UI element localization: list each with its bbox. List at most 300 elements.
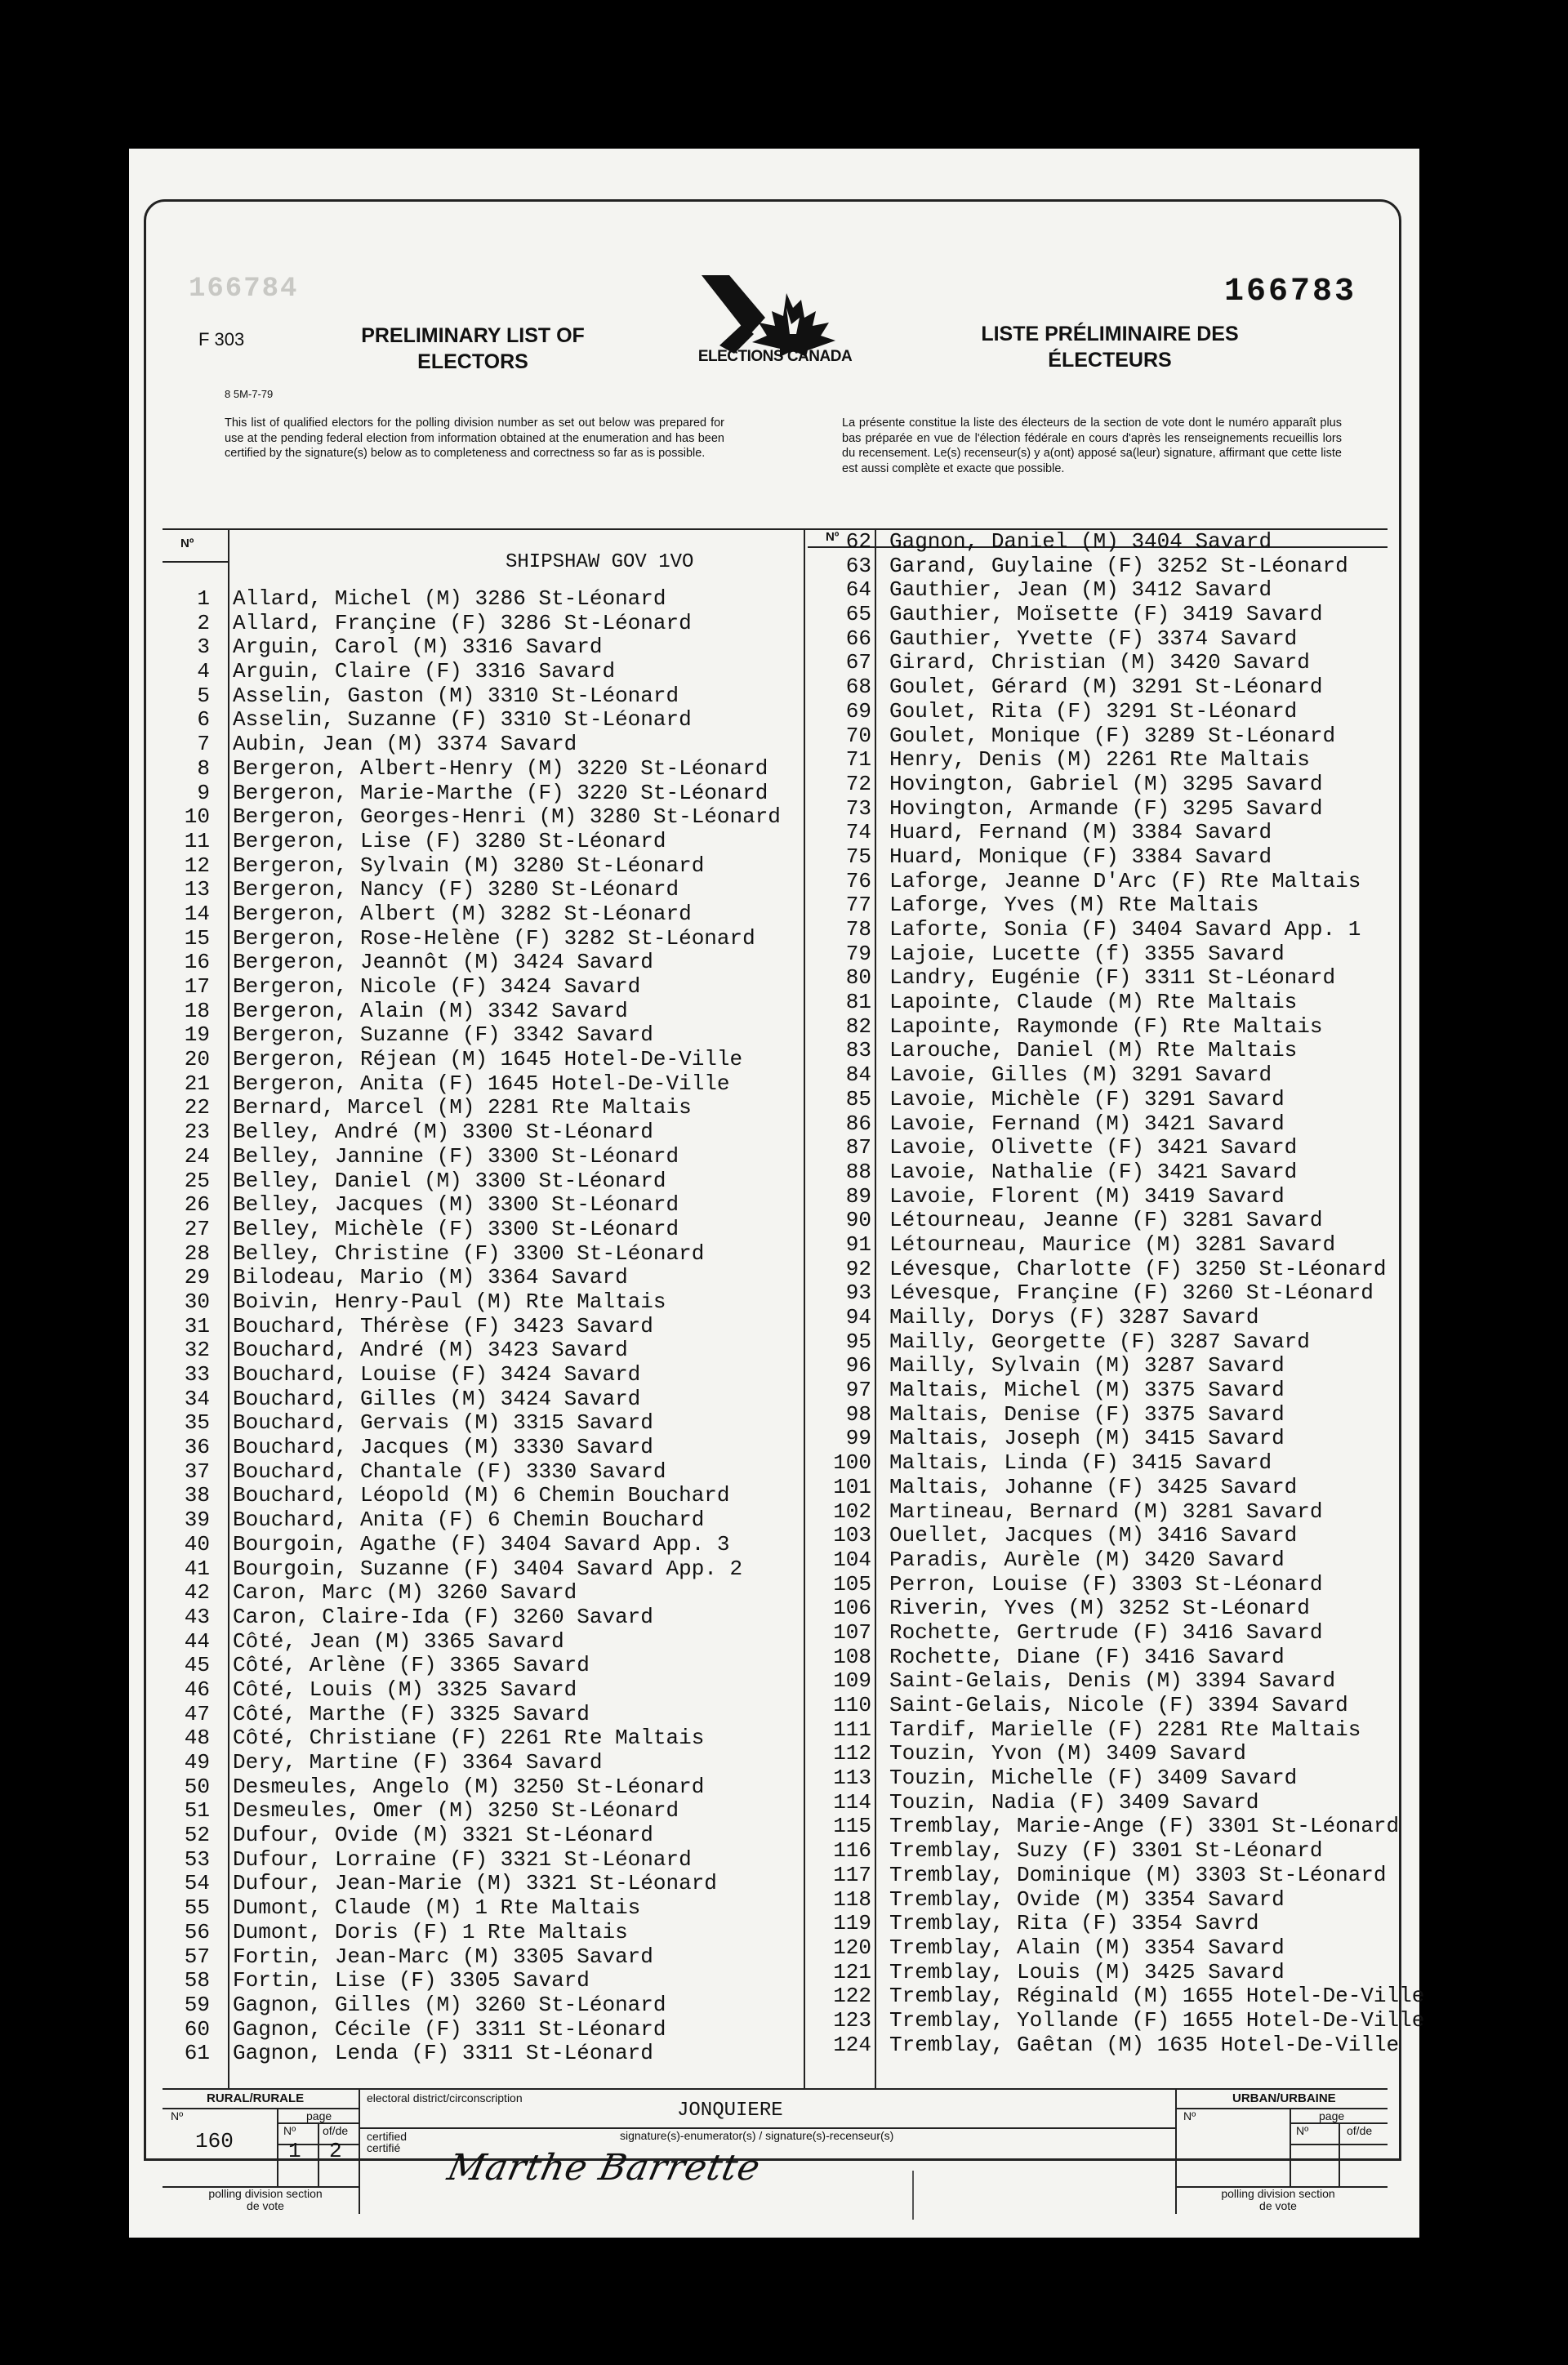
list-item: [163, 782, 800, 806]
elector-entry: Gauthier, Jean (M) 3412 Savard: [889, 577, 1272, 603]
elector-number: 122: [833, 1984, 871, 2009]
elector-number: 48: [184, 1726, 210, 1751]
list-item: [816, 530, 1388, 555]
elector-entry: Rochette, Diane (F) 3416 Savard: [889, 1644, 1285, 1669]
elector-entry: Bergeron, Albert (M) 3282 St-Léonard: [233, 901, 692, 926]
list-item: [816, 1573, 1388, 1597]
list-item: [163, 1654, 800, 1678]
elector-entry: Gagnon, Cécile (F) 3311 St-Léonard: [233, 2016, 666, 2042]
elector-entry: Gagnon, Daniel (M) 3404 Savard: [889, 529, 1272, 554]
list-item: [163, 1848, 800, 1873]
elector-entry: Létourneau, Maurice (M) 3281 Savard: [889, 1231, 1336, 1257]
elector-number: 58: [184, 1968, 210, 1993]
elector-entry: Tremblay, Gaêtan (M) 1635 Hotel-De-Ville: [889, 2032, 1400, 2057]
list-item: [816, 1281, 1388, 1306]
list-item: [163, 1872, 800, 1896]
enumerator-signature: Marthe Barrette: [443, 2147, 764, 2189]
elector-entry: Tremblay, Yollande (F) 1655 Hotel-De-Ville: [889, 2007, 1425, 2033]
rural-page-label: page: [306, 2109, 332, 2122]
list-item: [816, 1258, 1388, 1282]
list-item: [163, 1945, 800, 1970]
list-item: [816, 700, 1388, 724]
list-item: [816, 1961, 1388, 1985]
list-item: [163, 975, 800, 1000]
divider: [318, 2122, 319, 2186]
list-item: [163, 1993, 800, 2018]
elector-entry: Dufour, Lorraine (F) 3321 St-Léonard: [233, 1846, 692, 1872]
list-item: [816, 1718, 1388, 1743]
urban-label: URBAN/URBAINE: [1232, 2091, 1336, 2105]
list-item: [816, 724, 1388, 749]
elector-entry: Mailly, Sylvain (M) 3287 Savard: [889, 1353, 1285, 1378]
list-item: [816, 2007, 1425, 2033]
elector-entry: Bilodeau, Mario (M) 3364 Savard: [233, 1265, 628, 1290]
elector-number: 54: [184, 1871, 210, 1896]
elector-entry: Larouche, Daniel (M) Rte Maltais: [889, 1038, 1298, 1063]
list-item: [816, 1912, 1388, 1936]
divider: [1175, 2088, 1177, 2214]
elector-number: 52: [184, 1823, 210, 1848]
urban-of-label: of/de: [1347, 2124, 1373, 2137]
list-item: [163, 684, 800, 709]
list-item: [816, 1791, 1388, 1815]
list-item: [816, 966, 1388, 991]
elector-number: 93: [845, 1280, 871, 1306]
polling-division-label: polling division section de vote: [208, 2187, 323, 2212]
document-sheet: [129, 149, 1425, 2238]
elector-entry: Maltais, Joseph (M) 3415 Savard: [889, 1426, 1285, 1451]
elector-number: 3: [197, 635, 210, 660]
margin-mark: [912, 2171, 914, 2220]
elector-entry: Bergeron, Marie-Marthe (F) 3220 St-Léonard: [233, 780, 768, 805]
elector-number: 82: [845, 1013, 871, 1039]
elector-entry: Dumont, Claude (M) 1 Rte Maltais: [233, 1895, 641, 1921]
footer: [163, 2088, 1388, 2214]
elector-entry: Bergeron, Lise (F) 3280 St-Léonard: [233, 828, 666, 853]
elector-number: 70: [845, 723, 871, 748]
elector-entry: Arguin, Carol (M) 3316 Savard: [233, 635, 603, 660]
divider: [1175, 2108, 1388, 2109]
elector-number: 91: [845, 1231, 871, 1257]
list-item: [816, 2032, 1400, 2058]
elector-entry: Bouchard, Gilles (M) 3424 Savard: [233, 1386, 641, 1411]
elector-number: 62: [845, 529, 871, 554]
elector-entry: Lavoie, Gilles (M) 3291 Savard: [889, 1062, 1272, 1088]
elector-entry: Bernard, Marcel (M) 2281 Rte Maltais: [233, 1095, 692, 1120]
elector-number: 13: [184, 877, 210, 902]
elector-entry: Bergeron, Nicole (F) 3424 Savard: [233, 974, 641, 999]
elector-number: 53: [184, 1846, 210, 1872]
elector-entry: Laforge, Yves (M) Rte Maltais: [889, 893, 1259, 918]
list-item: [163, 1703, 800, 1727]
signature-label: signature(s)-enumerator(s) / signature(s)-recenseur(s): [620, 2129, 894, 2142]
elector-number: 99: [845, 1426, 871, 1451]
list-item: [816, 1476, 1388, 1500]
elector-number: 65: [845, 602, 871, 627]
elector-number: 44: [184, 1628, 210, 1654]
elector-number: 96: [845, 1353, 871, 1378]
elector-entry: Saint-Gelais, Denis (M) 3394 Savard: [889, 1668, 1336, 1694]
elector-entry: Asselin, Suzanne (F) 3310 St-Léonard: [233, 707, 692, 733]
elector-number: 101: [833, 1474, 871, 1499]
elector-number: 107: [833, 1619, 871, 1645]
list-item: [816, 845, 1388, 870]
elector-number: 81: [845, 990, 871, 1015]
elector-entry: Bergeron, Nancy (F) 3280 St-Léonard: [233, 877, 679, 902]
elector-entry: Laforte, Sonia (F) 3404 Savard App. 1: [889, 917, 1361, 942]
elector-number: 21: [184, 1071, 210, 1096]
list-item: [816, 1814, 1400, 1839]
list-item: [163, 612, 800, 636]
elector-number: 5: [197, 683, 210, 708]
divider: [163, 2088, 1388, 2090]
list-item: [163, 805, 800, 830]
list-item: [163, 1120, 800, 1145]
list-item: [163, 951, 800, 975]
elector-entry: Bergeron, Alain (M) 3342 Savard: [233, 998, 628, 1023]
elector-entry: Belley, Daniel (M) 3300 St-Léonard: [233, 1168, 666, 1193]
list-item: [163, 1266, 800, 1290]
elector-entry: Bergeron, Rose-Helène (F) 3282 St-Léonard: [233, 925, 755, 951]
logo-text: ELECTIONS CANADA: [697, 348, 853, 365]
elector-number: 74: [845, 820, 871, 845]
list-item: [163, 757, 800, 782]
title-english: PRELIMINARY LIST OF ELECTORS: [361, 324, 585, 373]
list-item: [163, 878, 800, 902]
elector-entry: Goulet, Monique (F) 3289 St-Léonard: [889, 723, 1336, 748]
elector-entry: Asselin, Gaston (M) 3310 St-Léonard: [233, 683, 679, 708]
list-item: [816, 1621, 1388, 1646]
elector-entry: Gagnon, Gilles (M) 3260 St-Léonard: [233, 1992, 666, 2017]
elector-number: 121: [833, 1959, 871, 1984]
list-item: [816, 773, 1388, 797]
elector-entry: Goulet, Rita (F) 3291 St-Léonard: [889, 698, 1298, 724]
elector-entry: Touzin, Michelle (F) 3409 Savard: [889, 1766, 1298, 1791]
divider: [804, 530, 805, 2090]
list-item: [163, 733, 800, 757]
elector-entry: Lévesque, Charlotte (F) 3250 St-Léonard: [889, 1256, 1387, 1281]
elector-number: 92: [845, 1256, 871, 1281]
elector-number: 95: [845, 1329, 871, 1354]
list-item: [816, 1306, 1388, 1330]
list-item: [163, 635, 800, 660]
urban-no-label: Nº: [1183, 2109, 1196, 2122]
list-item: [163, 1678, 800, 1703]
elector-entry: Paradis, Aurèle (M) 3420 Savard: [889, 1547, 1285, 1572]
elector-entry: Touzin, Nadia (F) 3409 Savard: [889, 1789, 1259, 1815]
list-item: [163, 1096, 800, 1120]
list-item: [163, 1726, 800, 1751]
elector-number: 68: [845, 675, 871, 700]
list-item: [816, 1984, 1425, 2009]
list-item: [163, 1799, 800, 1824]
intro-english: This list of qualified electors for the polling division number as set out below was prepared for use at the pending federal election from information obtained at the enumeration and has been certified by the signature(s) below as to completeness and correctness so far as is possible.: [225, 416, 724, 460]
elector-number: 89: [845, 1183, 871, 1209]
elector-entry: Tardif, Marielle (F) 2281 Rte Maltais: [889, 1717, 1361, 1742]
list-item: [163, 1775, 800, 1800]
list-item: [816, 1548, 1388, 1573]
list-item: [816, 603, 1388, 627]
elector-entry: Garand, Guylaine (F) 3252 St-Léonard: [889, 553, 1348, 578]
elector-number: 42: [184, 1580, 210, 1606]
polling-division-value: 160: [195, 2129, 234, 2153]
list-item: [816, 1330, 1388, 1355]
elector-number: 28: [184, 1240, 210, 1266]
list-item: [163, 1290, 800, 1315]
elector-entry: Boivin, Henry-Paul (M) Rte Maltais: [233, 1289, 666, 1314]
elector-entry: Lavoie, Michèle (F) 3291 Savard: [889, 1086, 1285, 1111]
elector-number: 86: [845, 1111, 871, 1136]
rural-of-label: of/de: [323, 2124, 349, 2137]
elector-entry: Hovington, Armande (F) 3295 Savard: [889, 795, 1323, 821]
list-item: [816, 1354, 1388, 1378]
elector-entry: Côté, Christiane (F) 2261 Rte Maltais: [233, 1726, 705, 1751]
elector-number: 6: [197, 707, 210, 733]
elector-number: 40: [184, 1531, 210, 1557]
elector-number: 35: [184, 1410, 210, 1436]
elector-entry: Lavoie, Olivette (F) 3421 Savard: [889, 1135, 1298, 1160]
elector-number: 66: [845, 626, 871, 651]
elector-number: 4: [197, 659, 210, 684]
elector-entry: Huard, Fernand (M) 3384 Savard: [889, 820, 1272, 845]
elector-entry: Martineau, Bernard (M) 3281 Savard: [889, 1499, 1323, 1524]
elector-entry: Bouchard, Thérèse (F) 3423 Savard: [233, 1313, 653, 1338]
list-item: [816, 1088, 1388, 1112]
list-item: [163, 1896, 800, 1921]
elector-number: 110: [833, 1693, 871, 1717]
elector-entry: Tremblay, Réginald (M) 1655 Hotel-De-Ville: [889, 1984, 1425, 2009]
elector-entry: Gauthier, Yvette (F) 3374 Savard: [889, 626, 1298, 651]
elector-number: 116: [833, 1838, 871, 1864]
list-item: [163, 1315, 800, 1339]
elector-entry: Bouchard, Léopold (M) 6 Chemin Bouchard: [233, 1483, 730, 1508]
list-item: [163, 1072, 800, 1097]
serial-number: 166783: [1224, 274, 1357, 310]
elector-number: 39: [184, 1508, 210, 1533]
elector-entry: Tremblay, Ovide (M) 3354 Savard: [889, 1886, 1285, 1912]
elector-entry: Fortin, Lise (F) 3305 Savard: [233, 1968, 590, 1993]
elector-number: 83: [845, 1038, 871, 1063]
elector-entry: Lajoie, Lucette (f) 3355 Savard: [889, 941, 1285, 966]
elector-number: 32: [184, 1338, 210, 1363]
elector-entry: Henry, Denis (M) 2261 Rte Maltais: [889, 747, 1310, 773]
elector-number: 1: [197, 586, 210, 611]
list-item: [816, 675, 1388, 700]
elector-number: 50: [184, 1774, 210, 1799]
district-label: electoral district/circonscription: [367, 2091, 523, 2104]
rural-no-label: Nº: [171, 2109, 184, 2122]
list-item: [163, 1338, 800, 1363]
list-item: [816, 821, 1388, 845]
elector-entry: Maltais, Denise (F) 3375 Savard: [889, 1401, 1285, 1427]
elector-number: 61: [184, 2041, 210, 2066]
elector-number: 111: [833, 1717, 871, 1742]
title-french: LISTE PRÉLIMINAIRE DES ÉLECTEURS: [981, 323, 1239, 372]
divider: [163, 561, 228, 563]
elector-entry: Bouchard, Gervais (M) 3315 Savard: [233, 1410, 653, 1436]
elector-number: 46: [184, 1677, 210, 1702]
elector-entry: Riverin, Yves (M) 3252 St-Léonard: [889, 1596, 1310, 1621]
serial-number-ghost: 166784: [189, 274, 299, 305]
list-item: [816, 1839, 1388, 1864]
elector-number: 17: [184, 974, 210, 999]
elector-entry: Landry, Eugénie (F) 3311 St-Léonard: [889, 965, 1336, 991]
list-item: [163, 660, 800, 684]
elector-number: 73: [845, 795, 871, 821]
elector-entry: Belley, Michèle (F) 3300 St-Léonard: [233, 1216, 679, 1241]
elector-number: 19: [184, 1022, 210, 1048]
elector-number: 106: [833, 1596, 871, 1621]
list-item: [816, 1451, 1388, 1476]
area-title: SHIPSHAW GOV 1VO: [506, 551, 694, 573]
list-item: [816, 1669, 1388, 1694]
elector-number: 31: [184, 1313, 210, 1338]
elector-entry: Saint-Gelais, Nicole (F) 3394 Savard: [889, 1693, 1348, 1717]
number-header-right: Nº: [826, 530, 840, 544]
elector-entry: Rochette, Gertrude (F) 3416 Savard: [889, 1619, 1323, 1645]
elector-number: 37: [184, 1459, 210, 1484]
list-item: [816, 1378, 1388, 1403]
list-item: [816, 1233, 1388, 1258]
elector-entry: Côté, Jean (M) 3365 Savard: [233, 1628, 564, 1654]
elector-number: 114: [833, 1789, 871, 1815]
elector-entry: Hovington, Gabriel (M) 3295 Savard: [889, 771, 1323, 796]
list-item: [163, 830, 800, 854]
elector-number: 97: [845, 1378, 871, 1403]
elector-entry: Bergeron, Réjean (M) 1645 Hotel-De-Ville: [233, 1047, 743, 1072]
list-item: [163, 902, 800, 927]
elector-entry: Dufour, Jean-Marie (M) 3321 St-Léonard: [233, 1871, 717, 1896]
list-item: [163, 1606, 800, 1630]
list-item: [163, 1218, 800, 1242]
elector-number: 2: [197, 610, 210, 635]
elector-number: 78: [845, 917, 871, 942]
list-item: [816, 1112, 1388, 1137]
list-item: [816, 893, 1388, 918]
list-item: [816, 1063, 1388, 1088]
elector-entry: Fortin, Jean-Marc (M) 3305 Savard: [233, 1944, 653, 1969]
elector-number: 51: [184, 1798, 210, 1824]
elector-number: 88: [845, 1159, 871, 1184]
divider: [1339, 2122, 1340, 2186]
elector-number: 10: [184, 804, 210, 830]
elector-number: 22: [184, 1095, 210, 1120]
list-item: [163, 1411, 800, 1436]
elector-entry: Dery, Martine (F) 3364 Savard: [233, 1750, 603, 1775]
elector-entry: Lapointe, Claude (M) Rte Maltais: [889, 990, 1298, 1015]
elector-entry: Belley, Jannine (F) 3300 St-Léonard: [233, 1143, 679, 1169]
elector-entry: Girard, Christian (M) 3420 Savard: [889, 650, 1310, 675]
elector-entry: Bourgoin, Agathe (F) 3404 Savard App. 3: [233, 1531, 730, 1557]
list-item: [163, 1969, 800, 1993]
list-item: [816, 1039, 1388, 1063]
list-item: [163, 1508, 800, 1533]
elector-entry: Desmeules, Omer (M) 3250 St-Léonard: [233, 1798, 679, 1824]
page-number-value: 1: [288, 2139, 301, 2163]
list-item: [163, 1751, 800, 1775]
elector-number: 8: [197, 755, 210, 781]
elector-entry: Belley, André (M) 3300 St-Léonard: [233, 1120, 653, 1145]
list-item: [163, 708, 800, 733]
elector-entry: Bouchard, Jacques (M) 3330 Savard: [233, 1435, 653, 1460]
elector-entry: Maltais, Michel (M) 3375 Savard: [889, 1378, 1285, 1403]
left-column: [163, 587, 800, 2066]
list-item: [816, 1160, 1388, 1185]
divider: [277, 2108, 278, 2186]
list-item: [163, 2042, 800, 2066]
list-item: [163, 1000, 800, 1024]
rural-page-no-label: Nº: [283, 2124, 296, 2137]
elector-number: 79: [845, 941, 871, 966]
elector-entry: Bergeron, Albert-Henry (M) 3220 St-Léonard: [233, 755, 768, 781]
elector-number: 85: [845, 1086, 871, 1111]
elector-number: 84: [845, 1062, 871, 1088]
elector-number: 29: [184, 1265, 210, 1290]
list-item: [816, 1209, 1388, 1233]
elector-number: 16: [184, 950, 210, 975]
elector-entry: Bergeron, Georges-Henri (M) 3280 St-Léonard: [233, 804, 781, 830]
urban-page-no-label: Nº: [1296, 2124, 1309, 2137]
elector-number: 102: [833, 1499, 871, 1524]
electors-list: [163, 528, 1425, 2090]
elector-number: 55: [184, 1895, 210, 1921]
list-item: [163, 1533, 800, 1557]
elector-entry: Desmeules, Angelo (M) 3250 St-Léonard: [233, 1774, 705, 1799]
list-item: [816, 651, 1388, 675]
list-item: [163, 1023, 800, 1048]
elector-entry: Lavoie, Fernand (M) 3421 Savard: [889, 1111, 1285, 1136]
list-item: [163, 1387, 800, 1412]
elector-entry: Tremblay, Suzy (F) 3301 St-Léonard: [889, 1838, 1323, 1864]
elector-number: 49: [184, 1750, 210, 1775]
elector-entry: Bouchard, Anita (F) 6 Chemin Bouchard: [233, 1508, 705, 1533]
elector-entry: Goulet, Gérard (M) 3291 St-Léonard: [889, 675, 1323, 700]
elector-number: 80: [845, 965, 871, 991]
elector-number: 124: [833, 2032, 871, 2057]
elector-number: 27: [184, 1216, 210, 1241]
elector-entry: Gauthier, Moïsette (F) 3419 Savard: [889, 602, 1323, 627]
elector-entry: Tremblay, Rita (F) 3354 Savrd: [889, 1911, 1259, 1936]
elector-number: 98: [845, 1401, 871, 1427]
elector-number: 117: [833, 1862, 871, 1887]
elector-number: 118: [833, 1886, 871, 1912]
elector-number: 113: [833, 1766, 871, 1791]
elector-number: 36: [184, 1435, 210, 1460]
form-code: F 303: [198, 329, 245, 350]
elector-number: 15: [184, 925, 210, 951]
elector-number: 123: [833, 2007, 871, 2033]
elector-number: 103: [833, 1523, 871, 1548]
elector-number: 87: [845, 1135, 871, 1160]
list-item: [163, 1048, 800, 1072]
elector-entry: Ouellet, Jacques (M) 3416 Savard: [889, 1523, 1298, 1548]
elector-number: 75: [845, 844, 871, 869]
elector-number: 25: [184, 1168, 210, 1193]
certified-label: certified certifié: [367, 2130, 408, 2154]
elector-number: 60: [184, 2016, 210, 2042]
elector-number: 23: [184, 1120, 210, 1145]
list-item: [163, 1169, 800, 1194]
list-item: [816, 1936, 1388, 1961]
elector-number: 77: [845, 893, 871, 918]
elector-number: 115: [833, 1814, 871, 1839]
elector-number: 9: [197, 780, 210, 805]
elector-entry: Arguin, Claire (F) 3316 Savard: [233, 659, 616, 684]
elector-entry: Caron, Marc (M) 3260 Savard: [233, 1580, 577, 1606]
list-item: [816, 1742, 1388, 1766]
list-item: [163, 1824, 800, 1848]
elector-entry: Côté, Louis (M) 3325 Savard: [233, 1677, 577, 1702]
